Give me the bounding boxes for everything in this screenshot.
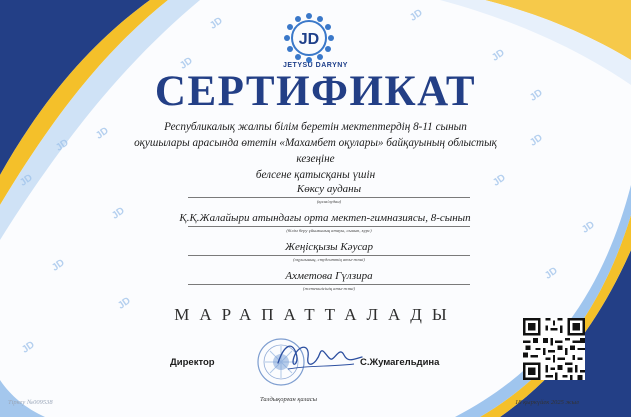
certificate-subtitle — [130, 120, 501, 184]
watermark-jd: JD — [116, 295, 133, 312]
logo-text: JD — [298, 31, 320, 48]
signature-scribble-icon — [270, 335, 380, 375]
stamp-caption: Талдықорған қаласы — [260, 396, 318, 403]
student-name: Жеңісқызы Кәусар — [284, 241, 374, 253]
director-label: Директор — [170, 357, 215, 368]
watermark-jd: JD — [408, 7, 425, 24]
certificate-title: СЕРТИФИКАТ — [154, 68, 477, 115]
supervisor-name: Ахметова Гүлзира — [285, 270, 373, 282]
subtitle-line: Республикалық жалпы білім беретін мектептердің 8-11 сынып — [164, 121, 467, 133]
watermark-jd: JD — [528, 132, 545, 149]
awarded-text: МАРАПАТТАЛАДЫ — [174, 305, 457, 324]
subtitle-line: оқушылары арасында өтетін «Махамбет оқулары» байқауының облыстық кезеңіне — [134, 136, 497, 165]
watermark-jd: JD — [110, 205, 127, 222]
watermark-jd: JD — [528, 87, 545, 104]
divider — [188, 226, 470, 227]
watermark-jd: JD — [208, 15, 225, 32]
watermark-jd: JD — [543, 265, 560, 282]
watermark-jd: JD — [54, 137, 71, 154]
qr-code-icon[interactable] — [523, 318, 585, 380]
issue-date: 18 қыркүйек 2025 жыл — [515, 399, 579, 406]
subtitle-line: белсене қатысқаны үшін — [255, 168, 376, 181]
divider — [188, 255, 470, 256]
watermark-jd: JD — [94, 125, 111, 142]
watermark-jd: JD — [18, 172, 35, 189]
watermark-jd: JD — [178, 55, 195, 72]
brand-name: JETYSU DARYNY — [283, 62, 348, 69]
school-caption: (білім беру ұйымының атауы, сынып, курс) — [286, 228, 372, 233]
divider — [188, 197, 470, 198]
supervisor-caption: (жетекшісінің аты-жөні) — [302, 286, 356, 291]
registration-number: Тіркеу №009538 — [8, 399, 53, 406]
watermark-jd: JD — [490, 47, 507, 64]
district-caption: (қала/аудан) — [316, 199, 342, 204]
watermark-jd: JD — [20, 339, 37, 356]
district-value: Көксу ауданы — [296, 183, 362, 195]
watermark-jd: JD — [580, 219, 597, 236]
director-name: С.Жумагельдина — [360, 357, 440, 368]
student-caption: (оқушының, студенттің аты-жөні) — [293, 257, 365, 262]
watermark-jd: JD — [50, 257, 67, 274]
school-value: Қ.Қ.Жалайыри атындағы орта мектеп-гимназиясы, 8-сынып — [179, 212, 471, 224]
divider — [188, 284, 470, 285]
watermark-jd: JD — [491, 172, 508, 189]
jetysu-daryny-logo-icon — [283, 12, 335, 64]
